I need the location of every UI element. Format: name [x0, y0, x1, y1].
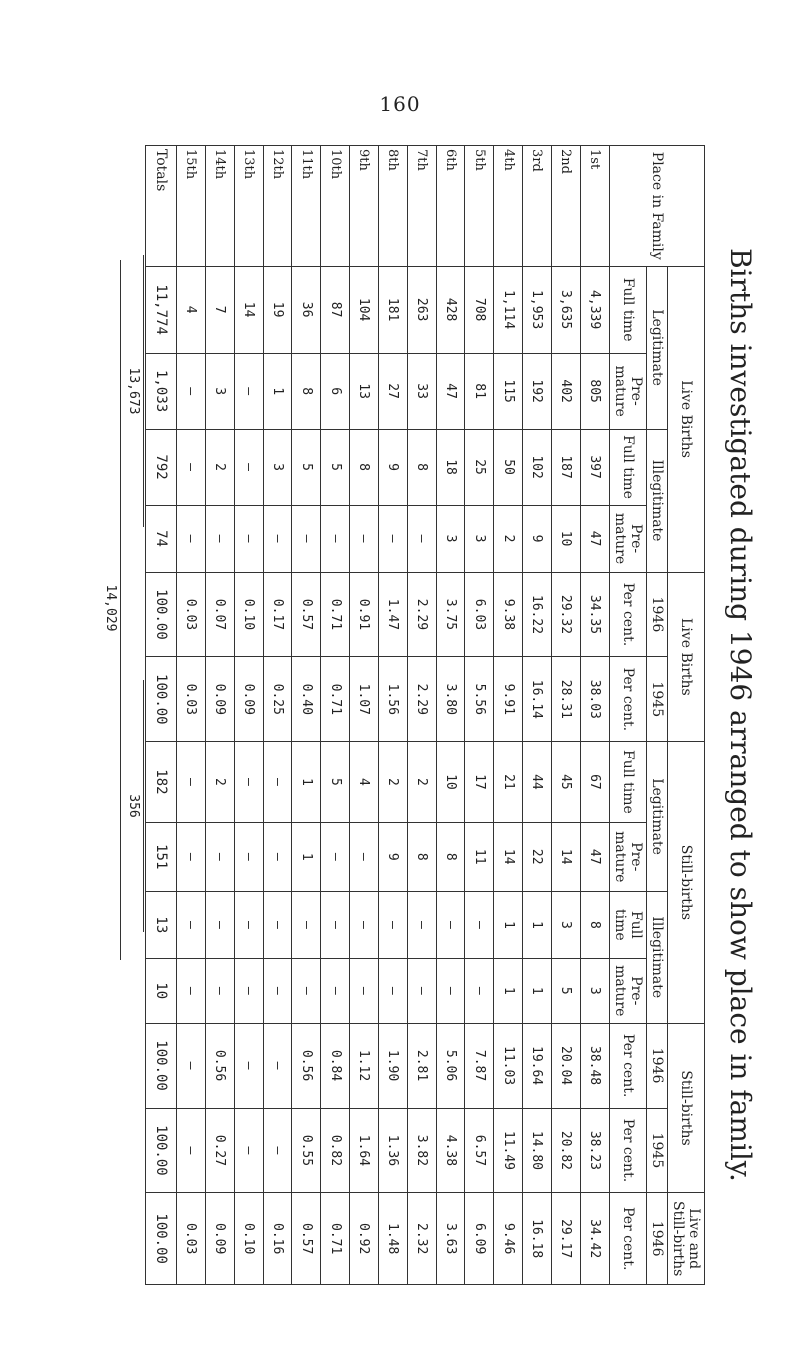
cell-ls-1946: 16.18 — [523, 1193, 552, 1285]
cell-lb-leg-ft: 4,339 — [580, 266, 609, 353]
cell-sb-ill-pm: — — [321, 958, 350, 1023]
cell-sb-ill-pm: — — [205, 958, 234, 1023]
cell-sb-1945: 6.57 — [465, 1108, 494, 1193]
cell-lb-1945: 1.56 — [378, 657, 407, 742]
header-still-births: Still-births — [667, 742, 704, 1023]
cell-lb-ill-ft: 8 — [350, 429, 379, 505]
cell-lb-1946: 2.29 — [407, 572, 436, 657]
table-row — [494, 146, 523, 1285]
place-cell: 5th — [465, 146, 494, 267]
header-lb-ill-pre-mature: Pre- mature — [609, 505, 646, 572]
cell-sb-1945: — — [263, 1108, 292, 1193]
live-births-total-brace — [126, 255, 144, 527]
cell-sb-1946: 5.06 — [436, 1023, 465, 1108]
cell-ls-1946: 6.09 — [465, 1193, 494, 1285]
cell-sb-ill-ft: — — [465, 891, 494, 958]
total-sb-leg-ft: 182 — [146, 742, 177, 822]
header-lb-1946-per-cent: Per cent. — [609, 572, 646, 657]
cell-sb-leg-pm: — — [205, 822, 234, 891]
header-sb-leg-pre-mature: Pre- mature — [609, 822, 646, 891]
cell-sb-ill-ft: 3 — [551, 891, 580, 958]
cell-lb-leg-ft: 104 — [350, 266, 379, 353]
cell-lb-ill-ft: 2 — [205, 429, 234, 505]
cell-ls-1946: 0.09 — [205, 1193, 234, 1285]
still-births-total: 356 — [126, 794, 141, 818]
cell-lb-1945: 0.40 — [292, 657, 321, 742]
cell-lb-ill-pm: — — [407, 505, 436, 572]
cell-ls-1946: 1.48 — [378, 1193, 407, 1285]
cell-lb-ill-pm: — — [234, 505, 263, 572]
cell-sb-ill-ft: — — [234, 891, 263, 958]
place-cell: 8th — [378, 146, 407, 267]
cell-lb-ill-pm: — — [263, 505, 292, 572]
cell-lb-1946: 34.35 — [580, 572, 609, 657]
header-lb-1945: 1945 — [646, 657, 667, 742]
header-live-and-still: Live and Still-births — [667, 1193, 704, 1285]
cell-lb-ill-pm: — — [350, 505, 379, 572]
cell-lb-leg-pm: 47 — [436, 353, 465, 429]
cell-sb-leg-pm: 1 — [292, 822, 321, 891]
cell-lb-leg-ft: 263 — [407, 266, 436, 353]
cell-sb-ill-ft: — — [263, 891, 292, 958]
cell-lb-ill-pm: 47 — [580, 505, 609, 572]
cell-lb-1946: 0.17 — [263, 572, 292, 657]
cell-lb-1946: 1.47 — [378, 572, 407, 657]
cell-sb-ill-ft: 1 — [494, 891, 523, 958]
cell-sb-leg-ft: — — [263, 742, 292, 822]
cell-ls-1946: 0.71 — [321, 1193, 350, 1285]
cell-lb-leg-ft: 4 — [177, 266, 206, 353]
cell-lb-1945: 0.03 — [177, 657, 206, 742]
cell-lb-leg-pm: 27 — [378, 353, 407, 429]
cell-sb-leg-pm: — — [234, 822, 263, 891]
cell-sb-leg-pm: — — [177, 822, 206, 891]
cell-sb-leg-pm: — — [321, 822, 350, 891]
live-births-total: 13,673 — [126, 367, 141, 415]
cell-sb-1946: 1.12 — [350, 1023, 379, 1108]
cell-sb-leg-ft: 5 — [321, 742, 350, 822]
cell-sb-1946: 0.84 — [321, 1023, 350, 1108]
cell-lb-leg-ft: 14 — [234, 266, 263, 353]
cell-sb-1945: 11.49 — [494, 1108, 523, 1193]
cell-sb-ill-ft: — — [321, 891, 350, 958]
header-ls-1946-per-cent: Per cent. — [609, 1193, 646, 1285]
grand-total: 14,029 — [103, 584, 118, 632]
cell-sb-leg-ft: 44 — [523, 742, 552, 822]
cell-sb-ill-ft: 1 — [523, 891, 552, 958]
header-sb-1945: 1945 — [646, 1108, 667, 1193]
cell-lb-1945: 0.09 — [205, 657, 234, 742]
cell-lb-1945: 5.56 — [465, 657, 494, 742]
header-sb-legitimate: Legitimate — [646, 742, 667, 892]
cell-lb-ill-ft: 5 — [292, 429, 321, 505]
total-sb-leg-pm: 151 — [146, 822, 177, 891]
cell-lb-ill-ft: — — [177, 429, 206, 505]
cell-sb-1946: 20.04 — [551, 1023, 580, 1108]
cell-sb-ill-pm: — — [378, 958, 407, 1023]
cell-lb-leg-pm: — — [177, 353, 206, 429]
place-cell: 2nd — [551, 146, 580, 267]
cell-ls-1946: 0.03 — [177, 1193, 206, 1285]
cell-lb-leg-ft: 7 — [205, 266, 234, 353]
cell-sb-leg-ft: 1 — [292, 742, 321, 822]
cell-sb-ill-pm: — — [263, 958, 292, 1023]
cell-sb-leg-pm: 8 — [407, 822, 436, 891]
still-births-total-brace — [126, 680, 144, 932]
cell-sb-ill-pm: 1 — [523, 958, 552, 1023]
cell-lb-ill-ft: 50 — [494, 429, 523, 505]
cell-sb-1945: 14.80 — [523, 1108, 552, 1193]
cell-lb-1945: 0.09 — [234, 657, 263, 742]
place-cell: 1st — [580, 146, 609, 267]
total-sb-1945: 100.00 — [146, 1108, 177, 1193]
total-lb-1945: 100.00 — [146, 657, 177, 742]
cell-lb-leg-ft: 36 — [292, 266, 321, 353]
header-live-births: Live Births — [667, 266, 704, 572]
header-sb-illegitimate: Illegitimate — [646, 891, 667, 1023]
table-row — [263, 146, 292, 1285]
cell-lb-ill-pm: — — [177, 505, 206, 572]
cell-lb-ill-ft: 5 — [321, 429, 350, 505]
cell-lb-leg-pm: 115 — [494, 353, 523, 429]
cell-ls-1946: 2.32 — [407, 1193, 436, 1285]
cell-lb-leg-ft: 181 — [378, 266, 407, 353]
cell-lb-1946: 3.75 — [436, 572, 465, 657]
total-lb-1946: 100.00 — [146, 572, 177, 657]
table-row — [436, 146, 465, 1285]
header-sb-1946-per-cent: Per cent. — [609, 1023, 646, 1108]
cell-lb-1945: 2.29 — [407, 657, 436, 742]
cell-sb-1946: 7.87 — [465, 1023, 494, 1108]
place-cell: 15th — [177, 146, 206, 267]
cell-lb-leg-pm: 33 — [407, 353, 436, 429]
cell-sb-leg-ft: 2 — [205, 742, 234, 822]
cell-sb-leg-ft: 45 — [551, 742, 580, 822]
header-sb-ill-pre-mature: Pre- mature — [609, 958, 646, 1023]
cell-ls-1946: 9.46 — [494, 1193, 523, 1285]
cell-lb-leg-ft: 1,114 — [494, 266, 523, 353]
cell-lb-leg-ft: 19 — [263, 266, 292, 353]
cell-sb-leg-pm: 11 — [465, 822, 494, 891]
page-number: 160 — [379, 92, 421, 116]
cell-lb-ill-ft: 8 — [407, 429, 436, 505]
births-table — [145, 145, 705, 1285]
cell-lb-ill-pm: — — [205, 505, 234, 572]
grand-total-line — [120, 260, 121, 960]
table-row — [234, 146, 263, 1285]
cell-lb-ill-pm: 3 — [436, 505, 465, 572]
cell-sb-1945: 20.82 — [551, 1108, 580, 1193]
cell-sb-ill-pm: 1 — [494, 958, 523, 1023]
cell-sb-ill-ft: — — [407, 891, 436, 958]
cell-sb-leg-ft: 2 — [407, 742, 436, 822]
cell-lb-leg-pm: 3 — [205, 353, 234, 429]
cell-lb-leg-pm: 13 — [350, 353, 379, 429]
cell-ls-1946: 0.57 — [292, 1193, 321, 1285]
cell-ls-1946: 0.92 — [350, 1193, 379, 1285]
cell-sb-1946: 38.48 — [580, 1023, 609, 1108]
cell-lb-ill-pm: 10 — [551, 505, 580, 572]
cell-sb-ill-pm: 3 — [580, 958, 609, 1023]
cell-sb-1945: 0.27 — [205, 1108, 234, 1193]
cell-sb-leg-ft: 17 — [465, 742, 494, 822]
cell-lb-1945: 38.03 — [580, 657, 609, 742]
grand-total-brace — [100, 260, 124, 960]
cell-ls-1946: 3.63 — [436, 1193, 465, 1285]
cell-sb-ill-ft: — — [436, 891, 465, 958]
table-row — [523, 146, 552, 1285]
cell-lb-leg-pm: 8 — [292, 353, 321, 429]
cell-sb-leg-pm: 22 — [523, 822, 552, 891]
cell-ls-1946: 0.16 — [263, 1193, 292, 1285]
cell-lb-1946: 16.22 — [523, 572, 552, 657]
cell-sb-1946: — — [177, 1023, 206, 1108]
place-cell: 6th — [436, 146, 465, 267]
table-row — [177, 146, 206, 1285]
cell-sb-ill-pm: — — [407, 958, 436, 1023]
cell-lb-ill-pm: — — [321, 505, 350, 572]
total-ls-1946: 100.00 — [146, 1193, 177, 1285]
cell-lb-1945: 28.31 — [551, 657, 580, 742]
cell-sb-1945: 0.55 — [292, 1108, 321, 1193]
rotated-table-sheet — [126, 145, 760, 1285]
cell-lb-leg-pm: 6 — [321, 353, 350, 429]
total-lb-leg-pm: 1,033 — [146, 353, 177, 429]
total-lb-ill-pm: 74 — [146, 505, 177, 572]
cell-lb-ill-ft: 9 — [378, 429, 407, 505]
place-cell: 11th — [292, 146, 321, 267]
cell-lb-ill-ft: 25 — [465, 429, 494, 505]
cell-sb-ill-pm: — — [436, 958, 465, 1023]
cell-lb-ill-pm: 9 — [523, 505, 552, 572]
header-lb-1945-per-cent: Per cent. — [609, 657, 646, 742]
cell-sb-ill-pm: — — [350, 958, 379, 1023]
cell-sb-ill-ft: — — [378, 891, 407, 958]
header-lb-illegitimate: Illegitimate — [646, 429, 667, 572]
cell-sb-leg-pm: 47 — [580, 822, 609, 891]
cell-sb-ill-pm: — — [177, 958, 206, 1023]
place-cell: 10th — [321, 146, 350, 267]
header-ls-1946: 1946 — [646, 1193, 667, 1285]
place-cell: 3rd — [523, 146, 552, 267]
cell-lb-1946: 6.03 — [465, 572, 494, 657]
cell-sb-leg-pm: 8 — [436, 822, 465, 891]
header-lb-leg-pre-mature: Pre- mature — [609, 353, 646, 429]
table-row — [378, 146, 407, 1285]
cell-lb-1946: 0.71 — [321, 572, 350, 657]
header-lb-ill-full-time: Full time — [609, 429, 646, 505]
cell-lb-1946: 0.10 — [234, 572, 263, 657]
cell-lb-ill-pm: 3 — [465, 505, 494, 572]
cell-sb-1946: — — [234, 1023, 263, 1108]
cell-sb-1946: 0.56 — [292, 1023, 321, 1108]
total-lb-leg-ft: 11,774 — [146, 266, 177, 353]
header-sb-1946: 1946 — [646, 1023, 667, 1108]
cell-sb-1946: 0.56 — [205, 1023, 234, 1108]
cell-sb-ill-pm: 5 — [551, 958, 580, 1023]
total-lb-ill-ft: 792 — [146, 429, 177, 505]
cell-lb-leg-ft: 708 — [465, 266, 494, 353]
cell-lb-ill-pm: — — [292, 505, 321, 572]
table-row — [292, 146, 321, 1285]
cell-lb-ill-ft: 3 — [263, 429, 292, 505]
total-sb-ill-pm: 10 — [146, 958, 177, 1023]
cell-lb-leg-pm: 402 — [551, 353, 580, 429]
cell-sb-leg-ft: 10 — [436, 742, 465, 822]
cell-sb-ill-ft: — — [350, 891, 379, 958]
cell-lb-1946: 0.07 — [205, 572, 234, 657]
cell-sb-leg-ft: 2 — [378, 742, 407, 822]
cell-lb-leg-pm: 1 — [263, 353, 292, 429]
cell-sb-1946: 2.81 — [407, 1023, 436, 1108]
header-live-births-pct: Live Births — [667, 572, 704, 742]
header-lb-leg-full-time: Full time — [609, 266, 646, 353]
cell-lb-ill-ft: — — [234, 429, 263, 505]
cell-sb-leg-ft: 21 — [494, 742, 523, 822]
header-sb-1945-per-cent: Per cent. — [609, 1108, 646, 1193]
cell-sb-1945: 0.82 — [321, 1108, 350, 1193]
table-row — [350, 146, 379, 1285]
cell-sb-leg-pm: 14 — [494, 822, 523, 891]
header-place: Place in Family — [609, 146, 704, 267]
cell-lb-leg-pm: — — [234, 353, 263, 429]
cell-lb-ill-pm: 2 — [494, 505, 523, 572]
cell-sb-leg-pm: 9 — [378, 822, 407, 891]
cell-sb-1945: 1.36 — [378, 1108, 407, 1193]
cell-lb-1945: 9.91 — [494, 657, 523, 742]
cell-lb-leg-ft: 428 — [436, 266, 465, 353]
cell-sb-1946: 19.64 — [523, 1023, 552, 1108]
cell-sb-ill-ft: — — [205, 891, 234, 958]
table-row — [321, 146, 350, 1285]
cell-lb-leg-ft: 1,953 — [523, 266, 552, 353]
cell-lb-1945: 16.14 — [523, 657, 552, 742]
cell-lb-leg-ft: 87 — [321, 266, 350, 353]
place-cell: 12th — [263, 146, 292, 267]
cell-lb-leg-pm: 805 — [580, 353, 609, 429]
cell-ls-1946: 0.10 — [234, 1193, 263, 1285]
header-sb-ill-full-time: Full time — [609, 891, 646, 958]
place-cell: 4th — [494, 146, 523, 267]
cell-lb-1945: 0.25 — [263, 657, 292, 742]
place-cell: 13th — [234, 146, 263, 267]
table-row — [580, 146, 609, 1285]
cell-sb-ill-pm: — — [234, 958, 263, 1023]
cell-sb-leg-pm: 14 — [551, 822, 580, 891]
cell-lb-ill-ft: 18 — [436, 429, 465, 505]
cell-sb-1946: — — [263, 1023, 292, 1108]
cell-sb-ill-ft: — — [292, 891, 321, 958]
cell-lb-ill-ft: 187 — [551, 429, 580, 505]
cell-lb-ill-ft: 102 — [523, 429, 552, 505]
total-sb-ill-ft: 13 — [146, 891, 177, 958]
table-row — [465, 146, 494, 1285]
place-cell: 9th — [350, 146, 379, 267]
cell-sb-leg-ft: — — [177, 742, 206, 822]
total-sb-1946: 100.00 — [146, 1023, 177, 1108]
totals-label: Totals — [146, 146, 177, 267]
cell-sb-leg-ft: 67 — [580, 742, 609, 822]
cell-sb-leg-ft: — — [234, 742, 263, 822]
cell-sb-1945: — — [234, 1108, 263, 1193]
table-body — [177, 146, 610, 1285]
cell-ls-1946: 29.17 — [551, 1193, 580, 1285]
place-cell: 14th — [205, 146, 234, 267]
cell-lb-1946: 0.57 — [292, 572, 321, 657]
cell-sb-1945: 4.38 — [436, 1108, 465, 1193]
header-sb-leg-full-time: Full time — [609, 742, 646, 822]
cell-lb-leg-pm: 192 — [523, 353, 552, 429]
cell-lb-1945: 0.71 — [321, 657, 350, 742]
table-row — [205, 146, 234, 1285]
cell-sb-1945: 3.82 — [407, 1108, 436, 1193]
cell-lb-1946: 9.38 — [494, 572, 523, 657]
cell-sb-ill-pm: — — [292, 958, 321, 1023]
table-row — [407, 146, 436, 1285]
header-lb-legitimate: Legitimate — [646, 266, 667, 429]
cell-lb-1946: 29.32 — [551, 572, 580, 657]
cell-ls-1946: 34.42 — [580, 1193, 609, 1285]
cell-lb-ill-ft: 397 — [580, 429, 609, 505]
cell-sb-1945: — — [177, 1108, 206, 1193]
cell-sb-ill-ft: 8 — [580, 891, 609, 958]
cell-sb-ill-pm: — — [465, 958, 494, 1023]
cell-lb-1945: 3.80 — [436, 657, 465, 742]
header-still-births-pct: Still-births — [667, 1023, 704, 1193]
cell-lb-1946: 0.03 — [177, 572, 206, 657]
cell-sb-1945: 1.64 — [350, 1108, 379, 1193]
cell-lb-leg-pm: 81 — [465, 353, 494, 429]
totals-row — [146, 146, 177, 1285]
table-title: Births investigated during 1946 arranged to show place in family. — [724, 248, 757, 1182]
header-lb-1946: 1946 — [646, 572, 667, 657]
cell-sb-leg-ft: 4 — [350, 742, 379, 822]
place-cell: 7th — [407, 146, 436, 267]
cell-sb-leg-pm: — — [263, 822, 292, 891]
cell-lb-leg-ft: 3,635 — [551, 266, 580, 353]
cell-lb-1946: 0.91 — [350, 572, 379, 657]
cell-sb-leg-pm: — — [350, 822, 379, 891]
cell-sb-ill-ft: — — [177, 891, 206, 958]
cell-sb-1946: 11.03 — [494, 1023, 523, 1108]
cell-sb-1945: 38.23 — [580, 1108, 609, 1193]
table-row — [551, 146, 580, 1285]
cell-lb-ill-pm: — — [378, 505, 407, 572]
cell-sb-1946: 1.90 — [378, 1023, 407, 1108]
cell-lb-1945: 1.07 — [350, 657, 379, 742]
